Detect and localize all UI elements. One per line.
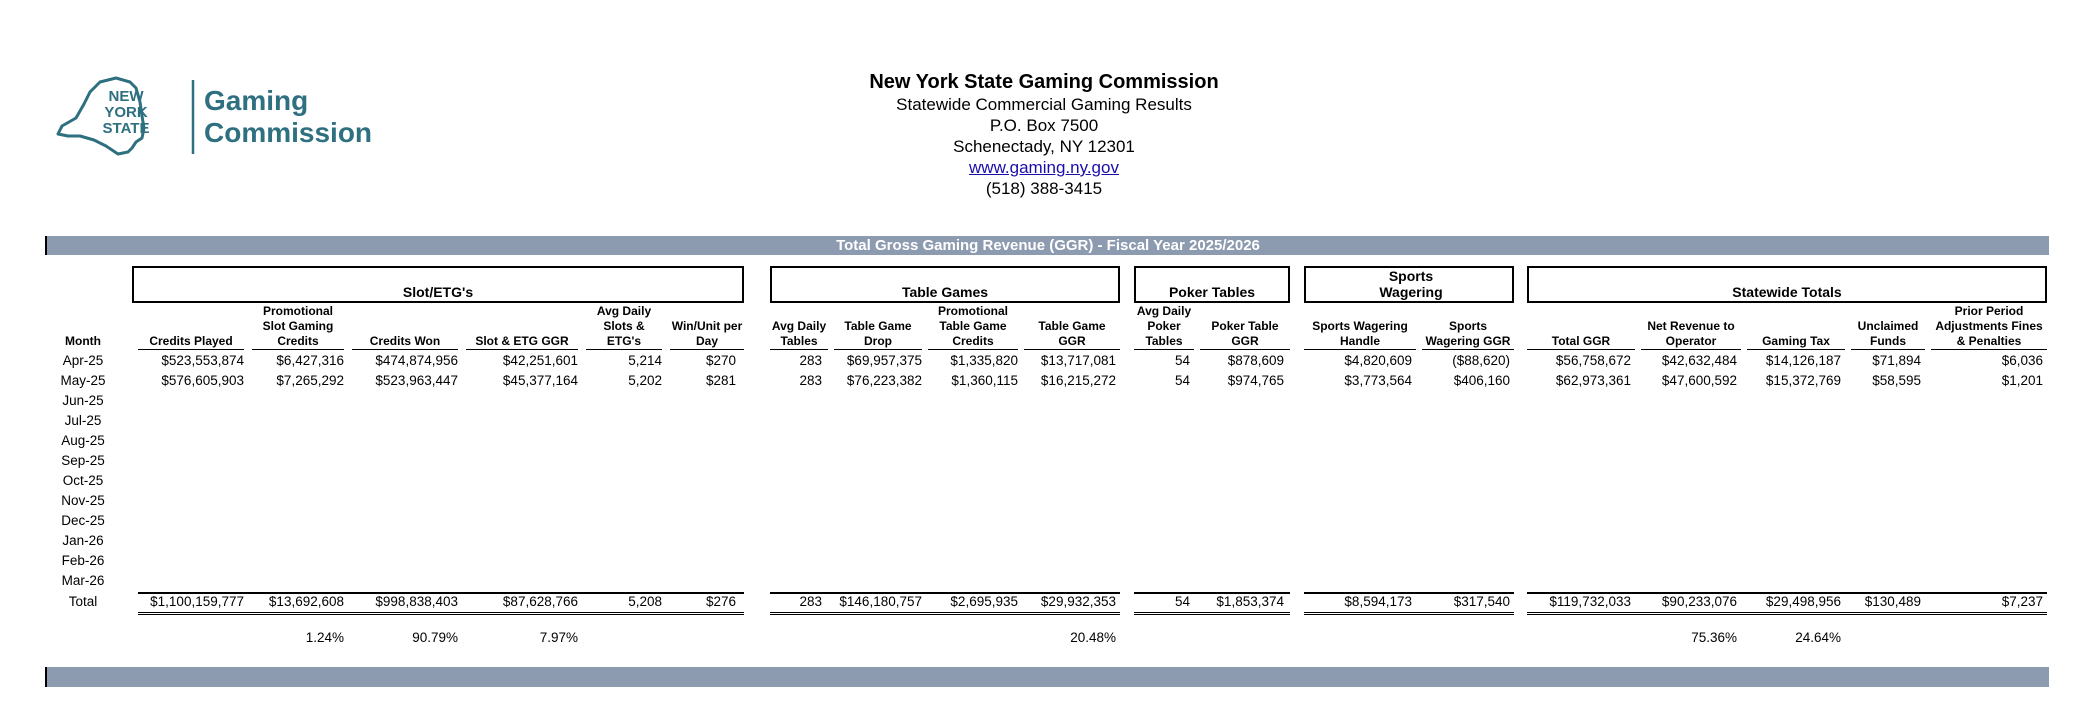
total-cell: $276 <box>705 594 736 609</box>
table-row <box>0 471 2088 491</box>
col-header-total-ggr: Total GGR <box>1527 302 1635 350</box>
table-row <box>0 371 2088 391</box>
table-cell: $4,820,609 <box>1344 353 1412 368</box>
table-cell: $45,377,164 <box>502 373 578 388</box>
report-header <box>0 70 2088 199</box>
table-row <box>0 431 2088 451</box>
footer-band <box>45 667 2049 687</box>
total-cell: $29,498,956 <box>1765 594 1841 609</box>
city-address: Schenectady, NY 12301 <box>953 137 1135 156</box>
col-header-table-ggr: Table Game GGR <box>1024 302 1120 350</box>
phone-number: (518) 388-3415 <box>985 179 1103 198</box>
col-header-net-revenue: Net Revenue to Operator <box>1641 302 1741 350</box>
table-cell: $7,265,292 <box>276 373 344 388</box>
total-cell: $2,695,935 <box>950 594 1018 609</box>
total-cell: 283 <box>799 594 822 609</box>
table-cell: $16,215,272 <box>1040 373 1116 388</box>
col-header-sports-handle: Sports Wagering Handle <box>1304 302 1416 350</box>
po-box: P.O. Box 7500 <box>989 116 1099 135</box>
table-cell: $71,894 <box>1872 353 1921 368</box>
row-month: Jul-25 <box>64 413 102 428</box>
total-cell: $146,180,757 <box>839 594 922 609</box>
percentage-cell: 7.97% <box>539 630 578 645</box>
table-cell: $76,223,382 <box>846 373 922 388</box>
table-cell: $1,201 <box>2001 373 2043 388</box>
svg-text:YORK: YORK <box>104 104 148 121</box>
table-cell: ($88,620) <box>1452 353 1510 368</box>
table-cell: $56,758,672 <box>1555 353 1631 368</box>
percentage-cell: 20.48% <box>1070 630 1116 645</box>
table-cell: 5,214 <box>628 353 662 368</box>
row-month: Aug-25 <box>61 433 105 448</box>
table-cell: $69,957,375 <box>846 353 922 368</box>
row-month: Mar-26 <box>61 573 105 588</box>
percentage-cell: 75.36% <box>1691 630 1737 645</box>
table-cell: $42,251,601 <box>502 353 578 368</box>
double-rule <box>1134 612 1290 615</box>
total-row <box>0 592 2088 612</box>
table-row <box>0 491 2088 511</box>
group-table-games: Table Games <box>770 266 1120 303</box>
group-slot: Slot/ETG's <box>132 266 744 303</box>
svg-text:Gaming: Gaming <box>204 85 309 116</box>
col-header-poker-ggr: Poker Table GGR <box>1200 302 1290 350</box>
table-cell: $523,963,447 <box>375 373 458 388</box>
table-cell: $47,600,592 <box>1661 373 1737 388</box>
table-cell: $58,595 <box>1872 373 1921 388</box>
double-rule <box>1304 612 1514 615</box>
table-row <box>0 571 2088 591</box>
data-rows <box>0 351 2088 591</box>
table-cell: $42,632,484 <box>1661 353 1737 368</box>
row-month: May-25 <box>60 373 106 388</box>
row-month: Apr-25 <box>62 353 104 368</box>
table-cell: $474,874,956 <box>375 353 458 368</box>
table-cell: $6,036 <box>2001 353 2043 368</box>
table-row <box>0 351 2088 371</box>
svg-text:STATE: STATE <box>102 120 150 137</box>
row-month: Jun-25 <box>62 393 104 408</box>
col-header-sports-ggr: Sports Wagering GGR <box>1422 302 1514 350</box>
total-cell: $317,540 <box>1453 594 1510 609</box>
group-statewide-totals: Statewide Totals <box>1527 266 2047 303</box>
group-poker-tables: Poker Tables <box>1134 266 1290 303</box>
table-cell: 5,202 <box>628 373 662 388</box>
table-row <box>0 411 2088 431</box>
col-header-promo-slot-credits: Promotional Slot Gaming Credits <box>252 302 344 350</box>
table-cell: 283 <box>799 353 822 368</box>
table-row <box>0 511 2088 531</box>
total-cell: 54 <box>1174 594 1190 609</box>
col-header-credits-won: Credits Won <box>352 302 458 350</box>
table-cell: $13,717,081 <box>1040 353 1116 368</box>
total-cell: $29,932,353 <box>1040 594 1116 609</box>
col-header-avg-daily-poker: Avg Daily Poker Tables <box>1134 302 1194 350</box>
col-header-credits-played: Credits Played <box>138 302 244 350</box>
table-cell: 54 <box>1174 373 1190 388</box>
total-cell: 5,208 <box>628 594 662 609</box>
total-cell: $7,237 <box>2001 594 2043 609</box>
table-cell: $6,427,316 <box>276 353 344 368</box>
col-header-avg-daily-tables: Avg Daily Tables <box>770 302 828 350</box>
col-header-promo-table-credits: Promotional Table Game Credits <box>928 302 1018 350</box>
table-cell: $15,372,769 <box>1765 373 1841 388</box>
table-cell: $878,609 <box>1227 353 1284 368</box>
website-link[interactable]: www.gaming.ny.gov <box>969 158 1119 177</box>
table-row <box>0 451 2088 471</box>
total-cell: $119,732,033 <box>1549 594 1631 609</box>
col-header-avg-daily-slots: Avg Daily Slots & ETG's <box>586 302 662 350</box>
table-cell: $14,126,187 <box>1765 353 1841 368</box>
table-cell: $406,160 <box>1453 373 1510 388</box>
total-cell: $1,100,159,777 <box>150 594 244 609</box>
table-row <box>0 391 2088 411</box>
double-rule <box>770 612 1120 615</box>
group-sports-wagering: Sports Wagering <box>1304 266 1514 303</box>
col-header-unclaimed-funds: Unclaimed Funds <box>1851 302 1925 350</box>
col-header-prior-period-adj: Prior Period Adjustments Fines & Penalties <box>1931 302 2047 350</box>
total-cell: $90,233,076 <box>1661 594 1737 609</box>
table-cell: $523,553,874 <box>161 353 244 368</box>
percentage-row <box>0 628 2088 648</box>
row-month: Feb-26 <box>61 553 105 568</box>
col-header-table-drop: Table Game Drop <box>834 302 922 350</box>
svg-text:NEW: NEW <box>108 88 144 105</box>
table-cell: $62,973,361 <box>1555 373 1631 388</box>
total-cell: $13,692,608 <box>268 594 344 609</box>
row-month: Dec-25 <box>61 513 105 528</box>
percentage-cell: 1.24% <box>305 630 344 645</box>
total-cell: $1,853,374 <box>1216 594 1284 609</box>
table-cell: $1,335,820 <box>950 353 1018 368</box>
row-month: Jan-26 <box>62 533 104 548</box>
table-row <box>0 551 2088 571</box>
org-title: New York State Gaming Commission <box>869 71 1219 93</box>
table-row <box>0 531 2088 551</box>
report-title-band <box>45 236 2049 255</box>
percentage-cell: 90.79% <box>412 630 458 645</box>
table-cell: $3,773,564 <box>1344 373 1412 388</box>
table-cell: $974,765 <box>1227 373 1284 388</box>
row-month: Sep-25 <box>61 453 105 468</box>
col-header-month: Month <box>65 334 101 348</box>
percentage-cell: 24.64% <box>1795 630 1841 645</box>
table-cell: $1,360,115 <box>951 373 1018 388</box>
col-header-win-per-unit: Win/Unit per Day <box>670 302 744 350</box>
total-cell: $130,489 <box>1864 594 1921 609</box>
total-cell: $998,838,403 <box>375 594 458 609</box>
report-title: Total Gross Gaming Revenue (GGR) - Fiscal Year 2025/2026 <box>836 237 1260 254</box>
table-cell: 54 <box>1174 353 1190 368</box>
total-cell: $8,594,173 <box>1344 594 1412 609</box>
table-cell: $281 <box>705 373 736 388</box>
total-label: Total <box>68 594 98 609</box>
svg-text:Commission: Commission <box>204 117 373 148</box>
table-cell: 283 <box>799 373 822 388</box>
row-month: Oct-25 <box>62 473 104 488</box>
row-month: Nov-25 <box>61 493 105 508</box>
col-header-slot-ggr: Slot & ETG GGR <box>466 302 578 350</box>
col-header-gaming-tax: Gaming Tax <box>1747 302 1845 350</box>
table-cell: $576,605,903 <box>161 373 244 388</box>
report-subtitle: Statewide Commercial Gaming Results <box>896 95 1192 114</box>
table-cell: $270 <box>705 353 736 368</box>
double-rule <box>1527 612 2047 615</box>
double-rule <box>138 612 744 615</box>
total-cell: $87,628,766 <box>502 594 578 609</box>
